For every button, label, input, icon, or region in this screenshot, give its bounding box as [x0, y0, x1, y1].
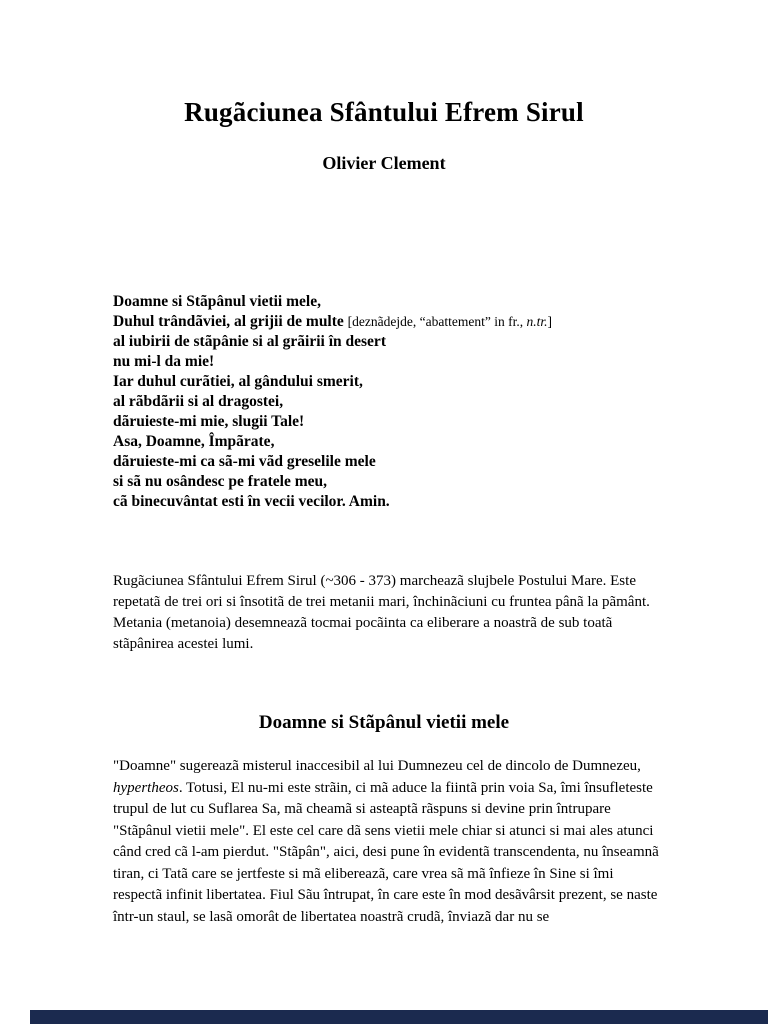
prayer-line: Iar duhul curãtiei, al gândului smerit,	[113, 373, 363, 390]
prayer-line: Doamne si Stãpânul vietii mele,	[113, 293, 321, 310]
commentary-text: . Totusi, El nu-mi este strãin, ci mã aduce la fiintã prin voia Sa, îmi însufleteste trupul de lut cu Suflarea Sa, mã cheamã si asteaptã rãspuns si devine prin întrupare "Stãpânul vietii mele". El este cel care dã sens vietii mele chiar si atunci si mai ales atunci când cred cã l-am pierdut. "Stãpân", aici, desi pune în evidentã transcendenta, nu înseamnã tiran, ci Tatã care se jertfeste si mã elibereazã, care vrea sã mã înfieze în Sine si îmi respectã infinit libertatea. Fiul Sãu întrupat, în care este în mod desãvârsit prezent, se naste într-un staul, se lasã omorât de libertatea noastrã crudã, înviazã dar nu se	[113, 779, 659, 925]
prayer-line: si sã nu osândesc pe fratele meu,	[113, 473, 327, 490]
note-text: [deznãdejde, “abattement” in fr.,	[347, 314, 527, 329]
section-heading: Doamne si Stãpânul vietii mele	[258, 712, 510, 733]
commentary-text: "Doamne" sugereazã misterul inaccesibil al lui Dumnezeu cel de dincolo de Dumnezeu,	[113, 758, 641, 774]
prayer-line-note	[348, 314, 552, 329]
prayer-line: dãruieste-mi mie, slugii Tale!	[113, 413, 305, 430]
note-text: ]	[547, 314, 552, 329]
commentary-italic-term: hypertheos	[113, 779, 179, 796]
document-author: Olivier Clement	[322, 153, 446, 173]
prayer-line: cã binecuvântat esti în vecii vecilor. Amin.	[113, 493, 390, 510]
intro-paragraph: Rugãciunea Sfântului Efrem Sirul (~306 - 373) marcheazã slujbele Postului Mare. Este repetatã de trei ori si însotitã de trei metanii mari, închinãciuni cu fruntea pânã la pãmânt. Metania (metanoia) desemneazã tocmai pocãinta ca eliberare a noastrã de sub toatã stãpânirea acestei lumi.	[113, 573, 650, 652]
footer-bar	[30, 1010, 768, 1024]
prayer-block	[113, 292, 668, 512]
document-title: Rugãciunea Sfântului Efrem Sirul	[184, 97, 584, 127]
prayer-line	[113, 312, 668, 332]
note-italic-text: n.tr.	[526, 314, 548, 329]
prayer-line: al rãbdãrii si al dragostei,	[113, 393, 284, 410]
prayer-line: nu mi-l da mie!	[113, 353, 215, 370]
prayer-line: al iubirii de stãpânie si al grãirii în desert	[113, 333, 386, 350]
prayer-line: Asa, Doamne, Împãrate,	[113, 433, 275, 450]
prayer-line-text: Duhul trândãviei, al grijii de multe	[113, 313, 348, 330]
commentary-paragraph	[113, 756, 660, 928]
prayer-line: dãruieste-mi ca sã-mi vãd greselile mele	[113, 453, 376, 470]
